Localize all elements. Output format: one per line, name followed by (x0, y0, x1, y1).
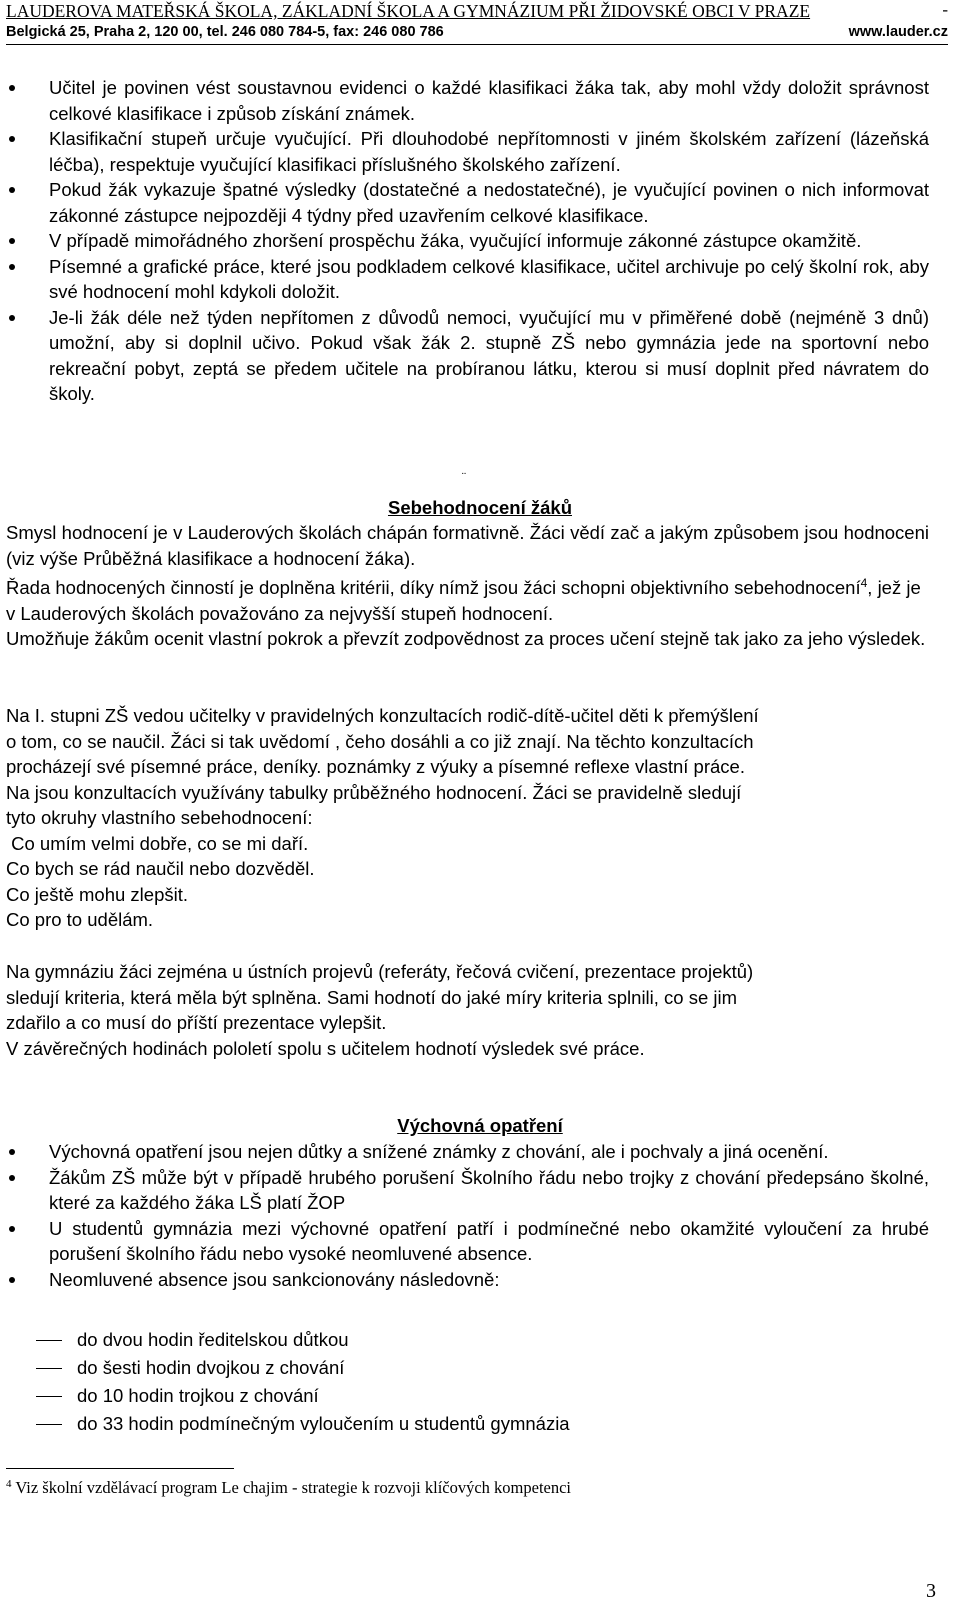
absence-sanctions-list (36, 1326, 570, 1438)
bullet-icon (9, 1149, 15, 1155)
footnote-text: Viz školní vzdělávací program Le chajim - strategie k rozvoji klíčových kompetenci (11, 1478, 572, 1497)
dash-icon (36, 1368, 62, 1369)
footnote-number: 4 (6, 1478, 12, 1490)
paragraph: Řada hodnocených činností je doplněna kritérii, díky nímž jsou žáci schopni objektivního sebehodnocení$^4$, jež je v Lauderových školách považováno za nejvyšší stupeň hodnocení. (6, 576, 921, 624)
list-item: do 33 hodin podmínečným vyloučením u studentů gymnázia (36, 1410, 570, 1438)
list-item: Výchovná opatření jsou nejen důtky a snížené známky z chování, ale i pochvaly a jiná ocenění. (6, 1139, 929, 1165)
list-item: do 10 hodin trojkou z chování (36, 1382, 570, 1410)
school-name: LAUDEROVA MATEŘSKÁ ŠKOLA, ZÁKLADNÍ ŠKOLA A GYMNÁZIUM PŘI ŽIDOVSKÉ OBCI V PRAZE (6, 1, 811, 21)
list-item: V případě mimořádného zhoršení prospěchu žáka, vyučující informuje zákonné zástupce okamžitě. (6, 228, 929, 254)
list-item: Písemné a grafické práce, které jsou podkladem celkové klasifikace, učitel archivuje po celý školní rok, aby své hodnocení mohl kdykoli doložit. (6, 254, 929, 305)
section-heading-educational-measures: Výchovná opatření (397, 1115, 563, 1136)
list-item: Je-li žák déle než týden nepřítomen z důvodů nemoci, vyučující mu v přiměřené době (nejméně 3 dnů) umožní, aby si doplnil učivo. Pokud však žák 2. stupně ZŠ nebo gymnázia jede na sportovní nebo rekreační pobyt, zeptá se předem učitele na probíranou látku, kterou si musí doplnit před návratem do školy. (6, 305, 929, 407)
list-item: do šesti hodin dvojkou z chování (36, 1354, 570, 1382)
page-header (6, 0, 948, 45)
school-address: Belgická 25, Praha 2, 120 00, tel. 246 080 784-5, fax: 246 080 786 (6, 24, 444, 40)
dash-icon (36, 1340, 62, 1341)
page-number: 3 (926, 1580, 936, 1602)
list-item: Žákům ZŠ může být v případě hrubého porušení Školního řádu nebo trojky z chování předepsáno školné, které za každého žáka LŠ platí ŽOP (6, 1165, 929, 1216)
school-website[interactable]: www.lauder.cz (848, 24, 948, 40)
footnote-ref[interactable]: 4 (860, 576, 868, 590)
bullet-icon (9, 315, 15, 321)
list-item: Neomluvené absence jsou sankcionovány následovně: (6, 1267, 929, 1293)
self-assessment-section (6, 520, 929, 652)
list-item: Pokud žák vykazuje špatné výsledky (dostatečné a nedostatečné), je vyučující povinen o nich informovat zákonné zástupce nejpozději 4 týdny před uzavřením celkové klasifikace. (6, 177, 929, 228)
header-dash: - (942, 0, 948, 19)
classification-rules-list (6, 75, 929, 407)
dash-icon (36, 1396, 62, 1397)
stray-marker: ¨ (462, 470, 466, 484)
bullet-icon (9, 187, 15, 193)
header-rule (6, 44, 948, 45)
educational-measures-list (6, 1139, 929, 1292)
paragraph: Smysl hodnocení je v Lauderových školách chápán formativně. Žáci vědí zač a jakým způsobem jsou hodnoceni (viz výše Průběžná klasifikace a hodnocení žáka). (6, 522, 929, 569)
bullet-icon (9, 1226, 15, 1232)
primary-school-paragraph: Na I. stupni ZŠ vedou učitelky v pravidelných konzultacích rodič-dítě-učitel děti k přemýšlení o tom, co se naučil. Žáci si tak uvědomí , čeho dosáhli a co již znají. Na těchto konzultacích procházejí své písemné práce, deníky. poznámky z výuky a písemné reflexe vlastní práce. Na jsou konzultacích využívány tabulky průběžného hodnocení. Žáci se pravidelně sledují tyto okruhy vlastního sebehodnocení: Co umím velmi dobře, co se mi daří. Co bych se rád naučil nebo dozvěděl. Co ještě mohu zlepšit. Co pro to udělám. (6, 705, 759, 930)
dash-icon (36, 1424, 62, 1425)
list-item: U studentů gymnázia mezi výchovné opatření patří i podmínečné nebo okamžité vyloučení za hrubé porušení školního řádu nebo vysoké neomluvené absence. (6, 1216, 929, 1267)
footnote (6, 1478, 571, 1498)
paragraph: Umožňuje žákům ocenit vlastní pokrok a převzít zodpovědnost za proces učení stejně tak jako za jeho výsledek. (6, 628, 926, 650)
section-heading-self-assessment: Sebehodnocení žáků (387, 497, 572, 518)
gymnasium-paragraph: Na gymnáziu žáci zejména u ústních projevů (referáty, řečová cvičení, prezentace projektů) sledují kriteria, která měla být splněna. Sami hodnotí do jaké míry kriteria splnili, co se jim zdařilo a co musí do příští prezentace vylepšit. V závěrečných hodinách pololetí spolu s učitelem hodnotí výsledek své práce. (6, 961, 754, 1059)
list-item: Klasifikační stupeň určuje vyučující. Při dlouhodobé nepřítomnosti v jiném školském zařízení (lázeňská léčba), respektuje vyučující klasifikaci příslušného školského zařízení. (6, 126, 929, 177)
footnote-rule (6, 1468, 234, 1469)
bullet-icon (9, 264, 15, 270)
bullet-icon (9, 1277, 15, 1283)
list-item: Učitel je povinen vést soustavnou evidenci o každé klasifikaci žáka tak, aby mohl vždy doložit správnost celkové klasifikace i způsob získání známek. (6, 75, 929, 126)
bullet-icon (9, 1175, 15, 1181)
header-contact (6, 22, 948, 42)
list-item: do dvou hodin ředitelskou důtkou (36, 1326, 570, 1354)
bullet-icon (9, 85, 15, 91)
bullet-icon (9, 238, 15, 244)
bullet-icon (9, 136, 15, 142)
